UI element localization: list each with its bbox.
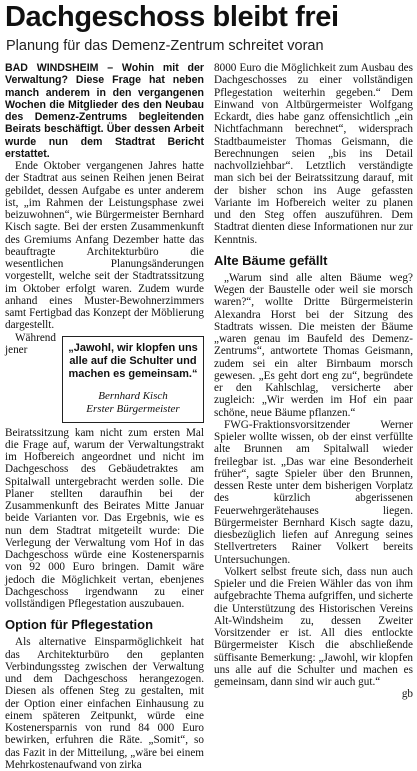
body-paragraph: Als alternative Einsparmöglichkeit hat das Architekturbüro den geplanten Verbindungssteg zwischen der Verwaltung und dem Dachgeschoss herangezogen. Diesen als offenen Steg zu gestalten, mit der Option einer einfachen Einhausung zu einem späteren Zeitpunkt, würde eine Kostenersparnis von rund 84 000 Euro bewirken, erfuhren die Räte. „Somit“, so das Fazit in der Mitteilung, „wäre bei einem Mehrkostenaufwand von zirka [5, 636, 204, 771]
section-heading: Option für Pflegestation [5, 617, 154, 633]
column-right [214, 62, 413, 701]
section-heading: Alte Bäume gefällt [214, 252, 328, 268]
lead-paragraph: BAD WINDSHEIM – Wohin mit der Verwaltung? Diese Frage hat neben manch anderem in den vergangenen Wochen die Mitglieder des den Neubau des Demenz-Zentrums begleitenden Beirats beschäftigt. Über dessen Arbeit wurde nun dem Stadtrat Bericht erstattet. [5, 62, 204, 160]
body-paragraph: FWG-Fraktionsvorsitzender Werner Spieler wollte wissen, ob der einst verfüllte alte Brunnen am Spitalwall wieder freilegbar ist. „Das war eine Besonderheit früher“, sagte Spieler über den Brunnen, dessen Reste unter dem bisherigen Vorplatz des kürzlich abgerissenen Feuerwehrgerätehauses liegen. Bürgermeister Bernhard Kisch sagte dazu, diesbezüglich liefen auf Anregung seines Stellvertreters Rainer Volkert bereits Untersuchungen. [214, 418, 413, 566]
pull-quote-text: „Jawohl, wir klopfen uns alle auf die Schulter und machen es gemeinsam.“ [68, 341, 198, 380]
body-paragraph: „Warum sind alle alten Bäume weg? Wegen der Baustelle oder weil sie morsch waren?“, wollte Dritte Bürgermeisterin Alexandra Horst bei der Sitzung des Stadtrats wissen. Die meisten der Bäume „waren genau im Baufeld des Demenz-Zentrums“, antwortete Thomas Geismann, zudem sei ein alter Birnbaum morsch gewesen. „Es geht dort eng zu“, begründete er den Kahlschlag, versicherte aber zugleich: „Wir werden im Hof ein paar schöne, neue Bäume pflanzen.“ [214, 271, 413, 419]
pull-quote-wrap-spacer [77, 272, 149, 442]
headline: Dachgeschoss bleibt frei [5, 1, 339, 33]
body-paragraph: 8000 Euro die Möglichkeit zum Ausbau des Dachgeschosses zu einer vollständigen Pflegestation weiterhin gegeben.“ Dem Einwand von Altbürgermeister Wolfgang Eckardt, dies habe ganz offensichtlich „ein Nichtfachmann berechnet“, widersprach Stadtbaumeister Thomas Geismann, die Berechnungen seien „bis ins Detail nachvollziehbar“. Letztlich verständigte man sich bei der Beiratssitzung darauf, mit der bisher schon ins Auge gefassten Variante im Hofbereich weiter zu planen und den Steg offen auszuführen. Dem Stadtrat dienten diese Informationen nur zur Kenntnis. [214, 62, 413, 246]
pull-quote-role: Erster Bürgermeister [86, 402, 180, 415]
body-paragraph: Ende Oktober vergangenen Jahres hatte der Stadtrat aus seinen Reihen jenen Beirat gebildet, dessen Aufgabe es unter anderem ist, „im Rahmen der Leistungsphase zwei beizuwohnen“, wie Bürgermeister Bernhard Kisch sagte. Bei der ersten Zusammenkunft des Gremiums Anfang Dezember hatte das beauftragte Architekturbüro die wesentlichen Planungsänderungen vorgestellt, welche seit der Stadtratssitzung im Oktober erfolgt waren. Zudem wurde anhand eines Muster-Bewohnerzimmers samt Fertigbad das Konzept der Möblierung dargestellt. [5, 160, 204, 332]
body-paragraph: Während jener Beiratssitzung kam nicht zum ersten Mal die Frage auf, warum der Verwaltungstrakt im Hofbereich angeordnet und nicht im Dachgeschoss des Gebäudetraktes am Spitalwall untergebracht werden solle. Die Planer stellten daraufhin bei der Zusammenkunft des Beirates Mitte Januar beide Varianten vor. Das Ergebnis, wie es nun dem Stadtrat mitgeteilt wurde: Die Verlegung der Verwaltung vom Hof in das Dachgeschoss würde eine Kostenersparnis von 92 000 Euro bringen. Damit wäre jedoch die Möglichkeit vertan, ebenjenes Dachgeschoss irgendwann zu einer vollständigen Pflegestation auszubauen. [5, 331, 204, 610]
pull-quote-name: Bernhard Kisch [98, 389, 168, 402]
body-paragraph: Volkert selbst freute sich, dass nun auch Spieler und die Freien Wähler das von ihm aufgebrachte Thema aufgriffen, und sicherte die Unterstützung des Historischen Vereins Alt-Windsheim zu, dessen Zweiter Vorsitzender er ist. All dies entlockte Bürgermeister Kisch die abschließende süffisante Bemerkung: „Jawohl, wir klopfen uns alle auf die Schulter und machen es gemeinsam, dann sind wir auch gut.“ [214, 565, 413, 688]
author-signature: gb [401, 688, 413, 701]
subheadline: Planung für das Demenz-Zentrum schreitet voran [6, 38, 324, 54]
